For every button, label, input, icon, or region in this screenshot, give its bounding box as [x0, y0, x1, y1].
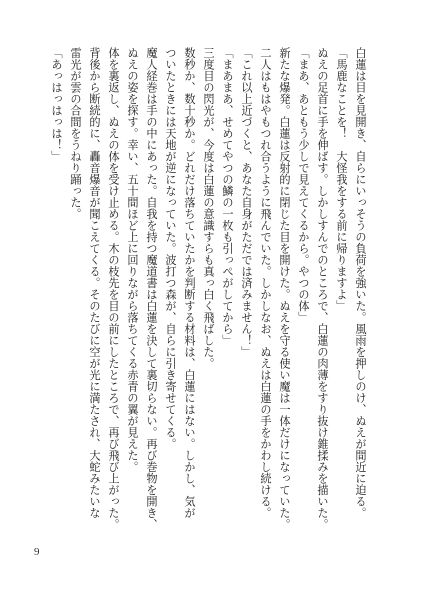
page-number: 9: [34, 546, 40, 558]
text-line: ついたときには天地が逆になっていた。波打つ森が、自らに引き寄せてくる。: [164, 47, 177, 450]
text-line: 白蓮は目を見開き、自らにいっそうの負荷を強いた。風雨を押しのけ、ぬえが間近に迫る。: [354, 47, 367, 519]
text-line: 「あっはっはっは！」: [50, 47, 63, 162]
text-line: 数秒か、数十秒か。どれだけ落ちていたかを判断する材料は、白蓮にはない。しかし、気が: [183, 47, 196, 519]
text-line: 三度目の閃光が、今度は白蓮の意識すらも真っ白く飛ばした。: [202, 47, 215, 369]
text-line: 「まあ、あともう少しで見えてくるから。やつの体」: [297, 47, 310, 323]
text-line: 「まあまあ、せめてやつの鱗の一枚も引っぺがしてから」: [221, 47, 234, 346]
text-line: ぬえの姿を探す。幸い、五十間ほど上に回りながら落ちてくる赤青の翼が見えた。: [126, 47, 139, 473]
vertical-text-block: [48, 47, 368, 547]
text-line: 新たな爆発。白蓮は反射的に閉じた目を開けた。ぬえを守る使い魔は一体だけになっていた。: [278, 47, 291, 530]
text-line: 「これ以上近づくと、あなた自身がただでは済みません！」: [240, 47, 253, 358]
text-line: 体を裏返し、ぬえの体を受け止める。木の枝先を目の前にしたところで、再び飛び上がった。: [107, 47, 120, 530]
text-line: ぬえの足首に手を伸ばす。しかしすんでのところで、白蓮の肉薄をすり抜け錐揉みを描いた。: [316, 47, 329, 530]
text-line: 「馬鹿なことを！ 大怪我をする前に帰りますよ」: [335, 47, 348, 312]
text-line: 雷光が雲の合間をうねり踊った。: [69, 47, 82, 220]
text-line: 背後から断続的に、轟音爆音が聞こえてくる。そのたびに空が光に満たされ、大蛇みたいな: [88, 47, 101, 519]
text-line: 二人はもはやもつれ合うように飛んでいた。しかしなお、ぬえは白蓮の手をかわし続ける。: [259, 47, 272, 519]
text-line: 魔人経巻は手の中にあった。自我を持つ魔道書は白蓮を決して裏切らない。再び巻物を開き、: [145, 47, 158, 530]
